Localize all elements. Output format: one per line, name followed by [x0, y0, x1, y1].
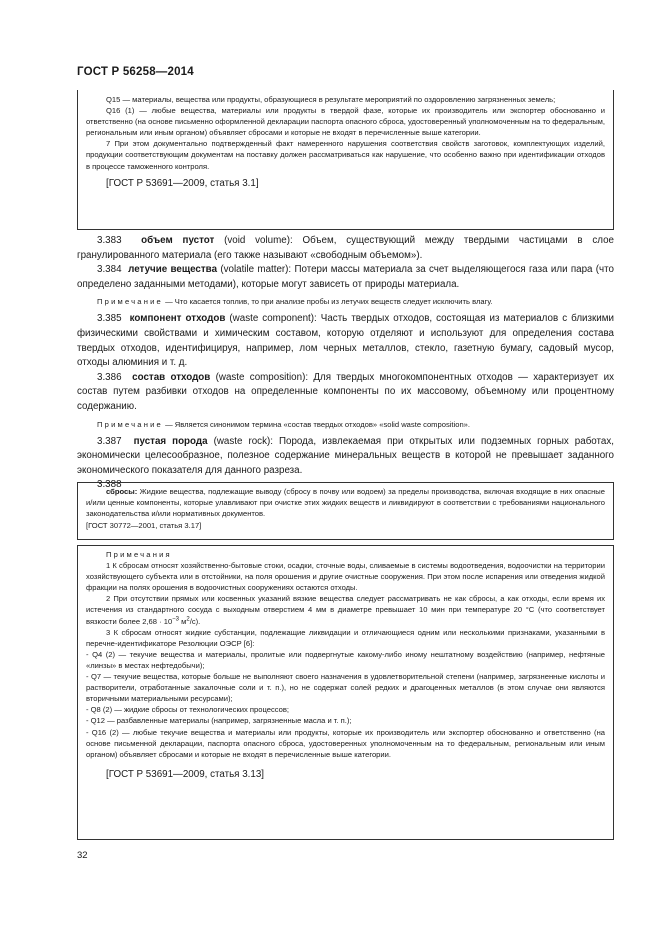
note-3: 3 К сбросам относят жидкие субстанции, подлежащие ликвидации и отличающиеся одним или несколькими признаками, указанными в перечне-идентификаторе Резолюции ОЭСР [6]:: [86, 627, 605, 648]
note-1: 1 К сбросам относят хозяйственно-бытовые стоки, осадки, сточные воды, сливаемые в системы водоотведения, водоочистки на территории хозяйствующего субъекта или в отстойники, на поля орошения и другие очистные сооружения. При этом после испарения или отведения жидкой фракции на полях орошения в водоочистных сооружениях остаются отходы.: [86, 561, 605, 593]
continued-definition-box: [77, 90, 614, 230]
entry-3-388: 3.388: [97, 479, 122, 491]
source-reference: [ГОСТ Р 53691—2009, статья 3.1]: [106, 177, 259, 189]
q16-2-item: - Q16 (2) — любые текучие вещества и материалы или продукты, которые их производитель или экспортер обоснованно и ответственно (на основе письменной декларации, паспорта опасного сброса, удостоверенных уполномоченным на то федеральным, региональным или иным органом) объявляет сбросами и которые не входят в перечисленные выше категории.: [86, 727, 605, 759]
q12-item: - Q12 — разбавленные материалы (например, загрязненные масла и т. п.);: [86, 716, 352, 726]
notes-title: Примечания: [106, 550, 172, 559]
q16-item: Q16 (1) — любые вещества, материалы или продукты в твердой фазе, которые их производитель или экспортер обоснованно и ответственно (на основе письменно оформленной декларации паспорта опасного сброса, удостоверенный уполномоченным на то федеральным, региональным или иным органом) объявляет сбросами и которые не входят в перечисленные выше категории.: [86, 106, 605, 138]
entry-3-386: 3.386 состав отходов (waste composition): Для твердых многокомпонентных отходов — характеризует их состав путем разбивки отходов на определенные компоненты по их массовому, объемному или процентному содержанию.: [77, 371, 614, 412]
definition-box-discharges: [77, 482, 614, 540]
discharges-reference: [ГОСТ 30772—2001, статья 3.17]: [86, 521, 202, 531]
term-waste-rock: пустая порода: [133, 435, 208, 447]
discharges-definition: сбросы: Жидкие вещества, подлежащие выводу (сбросу в почву или водоем) за пределы производства, включая входящие в них опасные и/или ценные компоненты, которые улавливают при очистке этих жидких веществ и ликвидируют в соответствии с требованиями национального законодательства и/или нормативных документов.: [86, 487, 605, 519]
notes-box: [77, 545, 614, 840]
note-3-386: Примечание — Является синонимом термина «состав твердых отходов» «solid waste composition».: [97, 419, 470, 429]
term-waste-component: компонент отходов: [129, 313, 226, 325]
q4-item: - Q4 (2) — текучие вещества и материалы, пролитые или подвергнутые какому-либо иному нештатному воздействию (например, нефтяные «линзы» в местах нефтедобычи);: [86, 649, 605, 670]
notes-reference: [ГОСТ Р 53691—2009, статья 3.13]: [106, 768, 265, 780]
note-3-384: Примечание — Что касается топлив, то при анализе пробы из летучих веществ следует исключить влагу.: [97, 297, 493, 307]
term-waste-composition: состав отходов: [132, 371, 211, 383]
term-void-volume: объем пустот: [141, 235, 215, 246]
entry-3-387: 3.387 пустая порода (waste rock): Порода, извлекаемая при открытых или подземных горных работах, экономически целесообразное, полезное содержание минеральных веществ в которой не превышает заданного экономического показателя для данного разреза.: [77, 435, 614, 476]
q8-item: - Q8 (2) — жидкие сбросы от технологических процессов;: [86, 705, 290, 715]
note-2: 2 При отсутствии прямых или косвенных указаний вязкие вещества следует рассматривать не как сбросы, а как отходы, если время их истечения из стандартного сосуда с выходным отверстием 4 мм в диаметре превышает 10 мин при температуре 20 °С (что соответствует вязкости более $2,68 \cdot 10^{-3}$ $м^2/с$).: [86, 594, 605, 626]
page-number: 32: [77, 850, 88, 861]
entry-3-383: 3.383 объем пустот (void volume): Объем, существующий между твердыми частицами в слое гранулированного материала (его также называют «свободным объемом»).: [77, 235, 614, 261]
entries-section: [77, 234, 614, 493]
note-7: 7 При этом документально подтвержденный факт намеренного нарушения соответствия свойств заготовок, комплектующих изделий, продукции соответствующим документам на поставку должен рассматриваться как нарушение, что особенно важно при идентификации отходов в процессе таможенного контроля.: [86, 139, 605, 171]
q7-item: - Q7 — текучие вещества, которые больше не выполняют своего назначения в удовлетворительной степени (например, загрязненные кислоты и растворители, отработанные закалочные соли и т. п.), но не содержат солей редких и драгоценных металлов (в этом случае они являются вторичными материальными ресурсами);: [86, 672, 605, 704]
entry-3-385: 3.385 компонент отходов (waste component): Часть твердых отходов, состоящая из материалов с близкими физическими свойствами и химическим составом, которую отделяют и используют для определения состава твердых отходов, идентифицируя, например, лом черных металлов, стекло, газетную бумагу, садовый мусор, отходы алюминия и т. д.: [77, 313, 614, 369]
entry-3-384: 3.384 летучие вещества (volatile matter): Потери массы материала за счет выделяющегося газа или пара (что определено заданными методами), которые могут зависеть от природы материала.: [77, 264, 614, 290]
document-header: ГОСТ Р 56258—2014: [77, 66, 194, 78]
term-discharges: сбросы:: [106, 487, 138, 496]
term-volatile-matter: летучие вещества: [128, 264, 218, 276]
q15-item: Q15 — материалы, вещества или продукты, образующиеся в результате мероприятий по оздоровлению загрязненных земель;: [106, 95, 556, 104]
